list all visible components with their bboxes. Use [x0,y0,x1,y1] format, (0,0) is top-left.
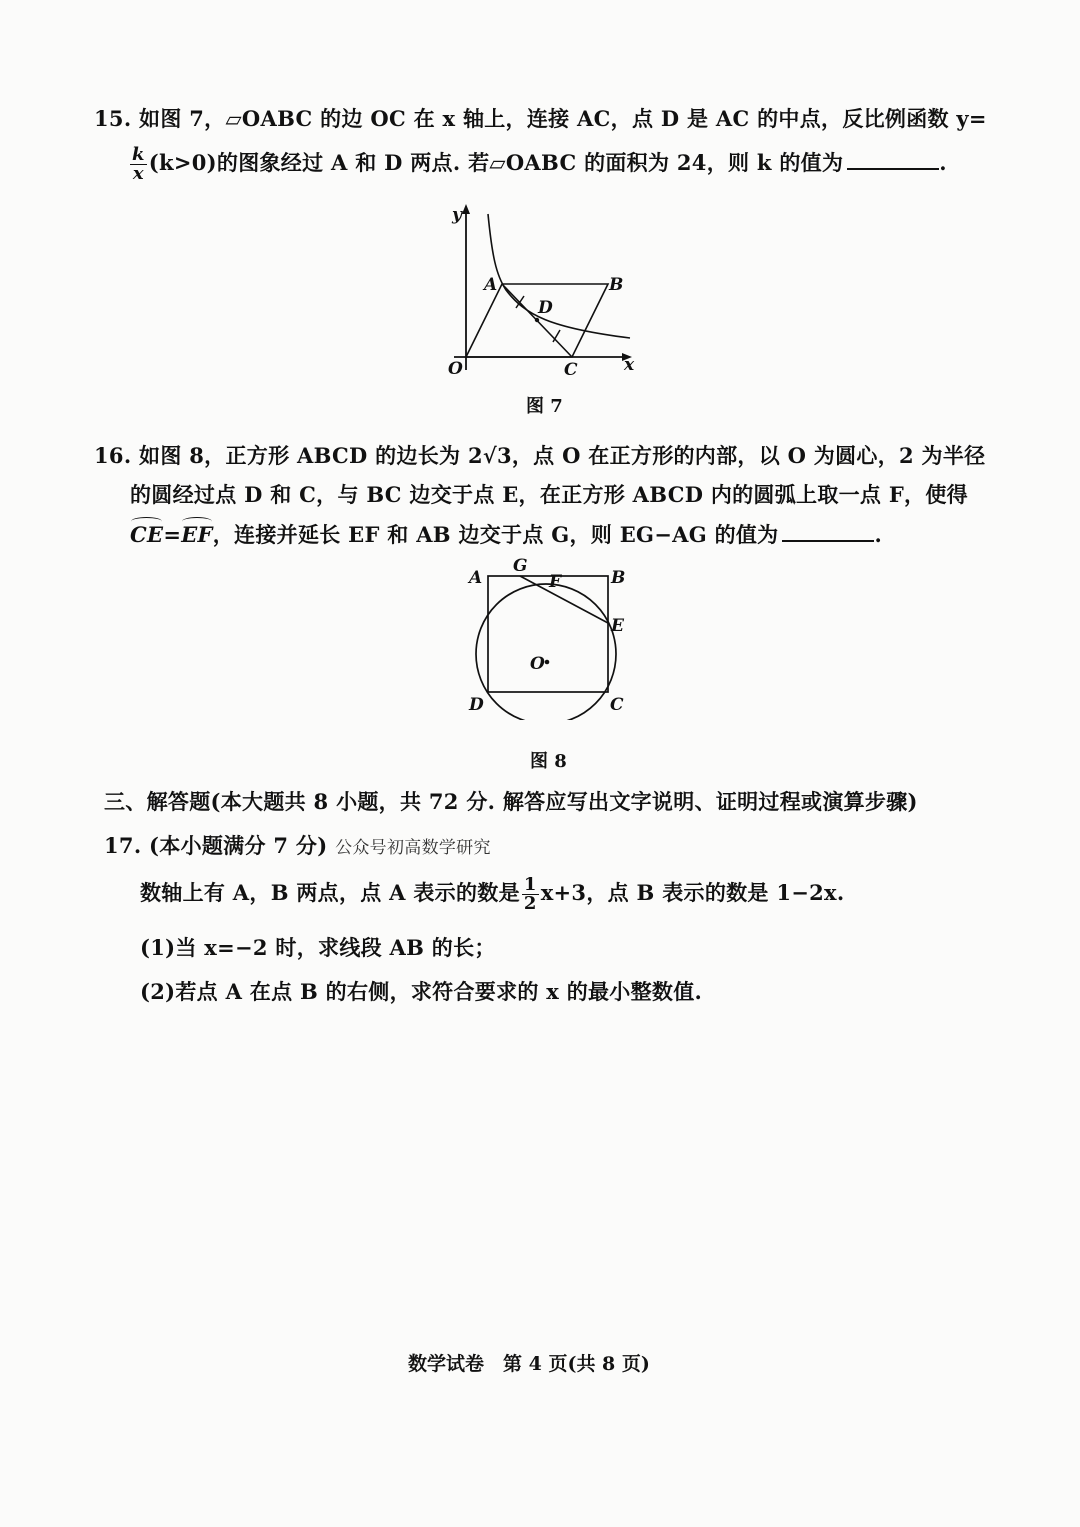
fig8-label-d: D [469,695,484,715]
q15-line1 [94,103,987,133]
fig8-label-o: O [530,654,545,674]
q17-fraction [522,876,539,913]
q17-stem-a: 数轴上有 A，B 两点，点 A 表示的数是 [140,880,520,905]
q17-header [104,830,491,860]
q16-text-line2: 的圆经过点 D 和 C，与 BC 边交于点 E，在正方形 ABCD 内的圆弧上取一点 F，使得 [130,482,968,507]
fig8-label-g: G [513,556,528,576]
fig7-label-o: O [448,359,463,379]
fig7-label-d: D [538,298,553,318]
fig7-caption: 图 7 [526,396,563,417]
q15-frac-num: k [132,144,145,165]
q16-equal: = [163,522,182,547]
figure-7 [440,200,660,385]
q17-header-text: 17. (本小题满分 7 分) [104,833,328,858]
fig8-center-o [545,660,550,665]
fig8-label-f: F [549,572,562,592]
q17-stem-b: x+3，点 B 表示的数是 1−2x. [540,880,845,905]
fig8-label-b: B [611,568,626,588]
fig8-label-e: E [611,616,624,636]
q17-stem [140,876,844,913]
q16-arc-ef: EF [181,522,213,547]
q16-line3: CE=EF，连接并延长 EF 和 AB 边交于点 G，则 EG−AG 的值为 . [130,522,883,547]
q16-text-line3: ，连接并延长 EF 和 AB 边交于点 G，则 EG−AG 的值为 [212,522,779,547]
fig8-caption: 图 8 [530,751,567,772]
fig7-point-d [535,318,539,322]
q15-fraction [130,146,147,183]
page-footer: 数学试卷 第 4 页(共 8 页) [408,1353,650,1375]
fig7-label-a: A [484,275,498,295]
q16-answer-blank[interactable] [782,522,874,542]
fig7-label-c: C [564,360,578,380]
fig7-label-b: B [609,275,624,295]
q17-frac-den: 2 [523,893,537,914]
fig8-label-c: C [610,695,624,715]
q17-frac-num: 1 [523,874,537,895]
q15-text-line2: (k>0)的图象经过 A 和 D 两点. 若▱OABC 的面积为 24，则 k 的值为 [148,150,844,175]
fig8-line-ge [520,576,608,623]
q16-text-line1: 16. 如图 8，正方形 ABCD 的边长为 2√3，点 O 在正方形的内部，以 O 为圆心，2 为半径 [94,443,986,468]
section3-heading: 三、解答题(本大题共 8 小题，共 72 分. 解答应写出文字说明、证明过程或演算步骤) [104,789,918,814]
q16-arc-ce: CE [130,522,164,547]
fig7-label-y: y [452,205,462,225]
q17-watermark: 公众号初高数学研究 [335,838,491,858]
q15-answer-blank[interactable] [847,150,939,170]
fig8-square [488,576,608,692]
q17-part2: (2)若点 A 在点 B 的右侧，求符合要求的 x 的最小整数值. [140,979,703,1004]
fig7-label-x: x [624,355,635,375]
fig7-y-arrow [462,204,470,214]
q17-part1: (1)当 x=−2 时，求线段 AB 的长； [140,935,496,960]
fig8-circle [476,584,616,720]
q16-line2 [130,479,968,509]
q15-text-line1: 15. 如图 7，▱OABC 的边 OC 在 x 轴上，连接 AC，点 D 是 AC 的中点，反比例函数 y= [94,106,987,131]
q15-frac-den: x [132,163,144,184]
q16-line1 [94,440,985,470]
figure-8 [460,552,640,720]
fig8-label-a: A [469,568,483,588]
q15-line2: $\frac{k}{x}$ (k>0)的图象经过 A 和 D 两点. 若▱OABC 的面积为 24，则 k 的值为 . [132,144,947,184]
